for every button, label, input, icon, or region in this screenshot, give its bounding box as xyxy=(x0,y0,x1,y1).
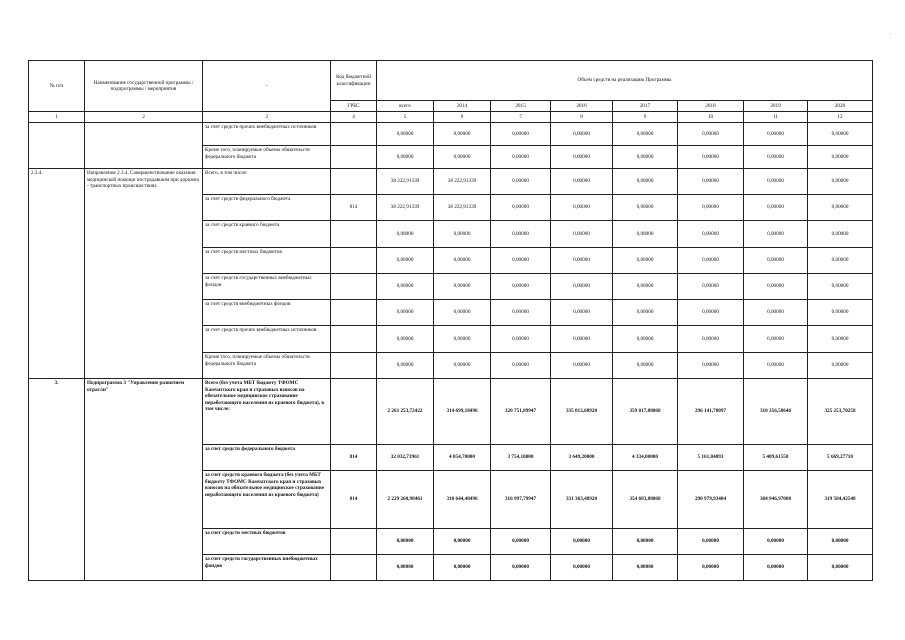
amount-cell: 0,00000 xyxy=(613,326,678,353)
amount-cell: 2 229 260,98461 xyxy=(377,471,434,529)
funding-source: Всего, в том числе: xyxy=(203,169,331,195)
amount-cell: 0,00000 xyxy=(808,555,873,581)
amount-cell: 0,00000 xyxy=(551,169,613,195)
amount-cell: 0,00000 xyxy=(491,123,551,146)
amount-cell: 325 253,70258 xyxy=(808,379,873,445)
amount-cell: 0,00000 xyxy=(491,353,551,379)
header-total: всего xyxy=(377,101,434,112)
amount-cell: 0,00000 xyxy=(434,353,491,379)
amount-cell: 0,00000 xyxy=(678,326,744,353)
amount-cell: 0,00000 xyxy=(613,169,678,195)
amount-cell: 0,00000 xyxy=(744,555,808,581)
header-name: Наименование государственной программы / подпрограммы / мероприятия xyxy=(85,61,203,112)
grbs-code xyxy=(331,379,377,445)
funding-source: за счет средств местных бюджетов xyxy=(203,248,331,274)
funding-source: за счет средств внебюджетных фондов xyxy=(203,300,331,326)
amount-cell: 0,00000 xyxy=(808,326,873,353)
grbs-code: 814 xyxy=(331,445,377,471)
amount-cell: 0,00000 xyxy=(613,146,678,169)
header-code: Код бюджетной классификации xyxy=(331,61,377,101)
amount-cell: 319 584,42548 xyxy=(808,471,873,529)
amount-cell: 0,00000 xyxy=(808,195,873,221)
amount-cell: 5 161,84093 xyxy=(678,445,744,471)
grbs-code xyxy=(331,123,377,146)
column-number: 3 xyxy=(203,112,331,123)
amount-cell: 0,00000 xyxy=(377,353,434,379)
column-number: 5 xyxy=(377,112,434,123)
amount-cell: 5 409,61558 xyxy=(744,445,808,471)
amount-cell: 0,00000 xyxy=(613,529,678,555)
header-num: № п/п xyxy=(29,61,85,112)
amount-cell: 296 141,78097 xyxy=(678,379,744,445)
amount-cell: 359 017,88068 xyxy=(613,379,678,445)
amount-cell: 0,00000 xyxy=(491,529,551,555)
amount-cell: 0,00000 xyxy=(377,326,434,353)
amount-cell: 0,00000 xyxy=(551,146,613,169)
amount-cell: 0,00000 xyxy=(808,274,873,300)
amount-cell: 314 699,18496 xyxy=(434,379,491,445)
amount-cell: 32 032,73961 xyxy=(377,445,434,471)
amount-cell: 4 054,70000 xyxy=(434,445,491,471)
amount-cell: 0,00000 xyxy=(744,195,808,221)
amount-cell: 38 222,91339 xyxy=(434,169,491,195)
amount-cell: 0,00000 xyxy=(551,221,613,248)
amount-cell: 0,00000 xyxy=(808,221,873,248)
amount-cell: 0,00000 xyxy=(551,353,613,379)
amount-cell: 38 222,91339 xyxy=(434,195,491,221)
page-mark: . xyxy=(889,30,891,36)
amount-cell: 310 356,58646 xyxy=(744,379,808,445)
amount-cell: 0,00000 xyxy=(613,300,678,326)
column-number: 8 xyxy=(551,112,613,123)
amount-cell: 0,00000 xyxy=(377,555,434,581)
amount-cell: 0,00000 xyxy=(678,195,744,221)
column-number: 2 xyxy=(85,112,203,123)
amount-cell: 0,00000 xyxy=(551,248,613,274)
amount-cell: 0,00000 xyxy=(678,123,744,146)
header-year: 2020 xyxy=(808,101,873,112)
amount-cell: 290 979,93404 xyxy=(678,471,744,529)
grbs-code xyxy=(331,146,377,169)
amount-cell: 0,00000 xyxy=(377,248,434,274)
amount-cell: 38 222,91339 xyxy=(377,169,434,195)
amount-cell: 0,00000 xyxy=(613,123,678,146)
column-number: 12 xyxy=(808,112,873,123)
amount-cell: 0,00000 xyxy=(744,146,808,169)
amount-cell: 0,00000 xyxy=(744,353,808,379)
amount-cell: 0,00000 xyxy=(613,555,678,581)
amount-cell: 0,00000 xyxy=(377,146,434,169)
amount-cell: 0,00000 xyxy=(613,248,678,274)
column-number: 7 xyxy=(491,112,551,123)
amount-cell: 0,00000 xyxy=(491,248,551,274)
header-volume: Объем средств на реализацию Программы xyxy=(377,61,873,101)
table-row xyxy=(29,123,873,146)
amount-cell: 0,00000 xyxy=(808,146,873,169)
funding-source: за счет средств государственных внебюджетных фондов xyxy=(203,555,331,581)
amount-cell: 0,00000 xyxy=(744,221,808,248)
amount-cell: 0,00000 xyxy=(551,123,613,146)
amount-cell: 0,00000 xyxy=(744,123,808,146)
header-year: 2019 xyxy=(744,101,808,112)
amount-cell: 0,00000 xyxy=(744,529,808,555)
header-year: 2016 xyxy=(551,101,613,112)
amount-cell: 0,00000 xyxy=(678,248,744,274)
grbs-code xyxy=(331,529,377,555)
funding-source: за счет средств государственных внебюджетных фондов xyxy=(203,274,331,300)
amount-cell: 0,00000 xyxy=(434,248,491,274)
amount-cell: 0,00000 xyxy=(551,195,613,221)
amount-cell: 0,00000 xyxy=(434,326,491,353)
amount-cell: 0,00000 xyxy=(613,195,678,221)
amount-cell: 0,00000 xyxy=(678,529,744,555)
amount-cell: 0,00000 xyxy=(744,248,808,274)
grbs-code xyxy=(331,300,377,326)
amount-cell: 0,00000 xyxy=(678,353,744,379)
funding-source: за счет средств краевого бюджета (без учета МБТ бюджету ТФОМС Камчатского края и страховых взносов на обязательное медицинское страхование неработающего населения из краевого бюджета) xyxy=(203,471,331,529)
funding-source: за счет средств местных бюджетов xyxy=(203,529,331,555)
amount-cell: 0,00000 xyxy=(377,300,434,326)
amount-cell: 0,00000 xyxy=(434,529,491,555)
item-name: Направление 2.3.4. Совершенствование оказания медицинской помощи пострадавшим при дорожно - транспортных происшествиях xyxy=(85,169,203,379)
amount-cell: 310 644,48496 xyxy=(434,471,491,529)
table-row xyxy=(29,169,873,195)
amount-cell: 320 751,89947 xyxy=(491,379,551,445)
amount-cell: 0,00000 xyxy=(551,529,613,555)
amount-cell: 0,00000 xyxy=(744,326,808,353)
amount-cell: 0,00000 xyxy=(678,555,744,581)
header-year: 2015 xyxy=(491,101,551,112)
grbs-code xyxy=(331,353,377,379)
amount-cell: 0,00000 xyxy=(491,555,551,581)
amount-cell: 0,00000 xyxy=(491,221,551,248)
amount-cell: 0,00000 xyxy=(808,169,873,195)
table-row xyxy=(29,379,873,445)
amount-cell: 0,00000 xyxy=(744,274,808,300)
grbs-code xyxy=(331,248,377,274)
item-name: Подпрограмма 3 "Управление развитием отрасли" xyxy=(85,379,203,581)
amount-cell: 0,00000 xyxy=(434,300,491,326)
grbs-code: 814 xyxy=(331,195,377,221)
amount-cell: 2 261 253,72422 xyxy=(377,379,434,445)
amount-cell: 0,00000 xyxy=(678,169,744,195)
amount-cell: 0,00000 xyxy=(491,300,551,326)
amount-cell: 0,00000 xyxy=(678,274,744,300)
amount-cell: 5 669,27710 xyxy=(808,445,873,471)
amount-cell: 0,00000 xyxy=(551,300,613,326)
header-year: 2014 xyxy=(434,101,491,112)
budget-table xyxy=(28,60,873,581)
amount-cell: 331 363,48920 xyxy=(551,471,613,529)
funding-source: Всего (без учета МБТ бюджету ТФОМС Камчатского края и страховых взносов на обязательное медицинское страхование неработающего населения из краевого бюджета), в том числе: xyxy=(203,379,331,445)
amount-cell: 0,00000 xyxy=(808,353,873,379)
amount-cell: 4 334,00000 xyxy=(613,445,678,471)
grbs-code xyxy=(331,555,377,581)
amount-cell: 0,00000 xyxy=(744,300,808,326)
amount-cell: 0,00000 xyxy=(377,123,434,146)
funding-source: Кроме того, планируемые объемы обязательств федерального бюджета xyxy=(203,353,331,379)
header-year: 2017 xyxy=(613,101,678,112)
grbs-code xyxy=(331,326,377,353)
column-number: 1 xyxy=(29,112,85,123)
amount-cell: 0,00000 xyxy=(491,169,551,195)
amount-cell: 0,00000 xyxy=(678,300,744,326)
amount-cell: 0,00000 xyxy=(551,326,613,353)
funding-source: за счет средств федерального бюджета xyxy=(203,445,331,471)
amount-cell: 335 012,68920 xyxy=(551,379,613,445)
amount-cell: 0,00000 xyxy=(808,123,873,146)
grbs-code xyxy=(331,274,377,300)
header-source: - xyxy=(203,61,331,112)
amount-cell: 3 649,20000 xyxy=(551,445,613,471)
amount-cell: 0,00000 xyxy=(377,221,434,248)
amount-cell: 0,00000 xyxy=(491,326,551,353)
amount-cell: 3 754,10000 xyxy=(491,445,551,471)
amount-cell: 0,00000 xyxy=(744,169,808,195)
grbs-code xyxy=(331,221,377,248)
amount-cell: 0,00000 xyxy=(613,274,678,300)
amount-cell: 0,00000 xyxy=(551,274,613,300)
column-number: 9 xyxy=(613,112,678,123)
amount-cell: 38 222,91339 xyxy=(377,195,434,221)
header-year: 2018 xyxy=(678,101,744,112)
amount-cell: 0,00000 xyxy=(434,123,491,146)
amount-cell: 354 683,88068 xyxy=(613,471,678,529)
amount-cell: 0,00000 xyxy=(678,221,744,248)
funding-source: за счет средств федерального бюджета xyxy=(203,195,331,221)
continued-num-cell xyxy=(29,123,85,169)
column-number: 10 xyxy=(678,112,744,123)
amount-cell: 0,00000 xyxy=(434,274,491,300)
amount-cell: 0,00000 xyxy=(434,146,491,169)
amount-cell: 304 946,97088 xyxy=(744,471,808,529)
funding-source: Кроме того, планируемые объемы обязательств федерального бюджета xyxy=(203,146,331,169)
amount-cell: 316 997,79947 xyxy=(491,471,551,529)
amount-cell: 0,00000 xyxy=(808,248,873,274)
amount-cell: 0,00000 xyxy=(613,353,678,379)
grbs-code: 814 xyxy=(331,471,377,529)
column-number: 6 xyxy=(434,112,491,123)
amount-cell: 0,00000 xyxy=(434,221,491,248)
item-number: 3. xyxy=(29,379,85,581)
amount-cell: 0,00000 xyxy=(491,195,551,221)
funding-source: за счет средств прочих внебюджетных источников xyxy=(203,123,331,146)
amount-cell: 0,00000 xyxy=(808,300,873,326)
table-body xyxy=(29,123,873,581)
funding-source: за счет средств краевого бюджета xyxy=(203,221,331,248)
column-number: 4 xyxy=(331,112,377,123)
amount-cell: 0,00000 xyxy=(377,529,434,555)
amount-cell: 0,00000 xyxy=(377,274,434,300)
grbs-code xyxy=(331,169,377,195)
amount-cell: 0,00000 xyxy=(491,146,551,169)
column-number: 11 xyxy=(744,112,808,123)
item-number: 2.3.4. xyxy=(29,169,85,379)
continued-name-cell xyxy=(85,123,203,169)
funding-source: за счет средств прочих внебюджетных источников xyxy=(203,326,331,353)
amount-cell: 0,00000 xyxy=(613,221,678,248)
amount-cell: 0,00000 xyxy=(491,274,551,300)
amount-cell: 0,00000 xyxy=(678,146,744,169)
amount-cell: 0,00000 xyxy=(808,529,873,555)
amount-cell: 0,00000 xyxy=(551,555,613,581)
amount-cell: 0,00000 xyxy=(434,555,491,581)
header-grbs: ГРБС xyxy=(331,101,377,112)
